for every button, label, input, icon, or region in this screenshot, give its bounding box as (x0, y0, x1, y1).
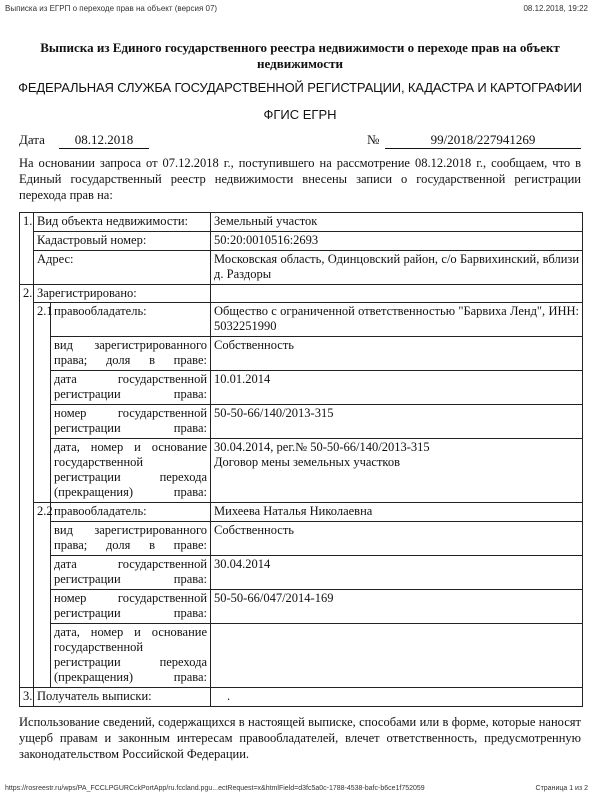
table-row (20, 624, 583, 688)
object-type-value: Земельный участок (211, 213, 583, 232)
registry-table (19, 212, 583, 707)
agency-name: ФЕДЕРАЛЬНАЯ СЛУЖБА ГОСУДАРСТВЕННОЙ РЕГИСТРАЦИИ, КАДАСТРА И КАРТОГРАФИИ (18, 80, 582, 95)
table-row (20, 556, 583, 590)
recipient-value: . (211, 688, 583, 707)
table-row (20, 213, 583, 232)
address-value: Московская область, Одинцовский район, с/о Барвихинский, вблизи д. Раздоры (211, 251, 583, 285)
transfer-value (211, 439, 583, 503)
reg-number-label: номер государственной регистрации права: (51, 405, 211, 439)
print-page-title: Выписка из ЕГРП о переходе прав на объект (версия 07) (5, 4, 218, 13)
object-type-label: Вид объекта недвижимости: (34, 213, 211, 232)
print-datetime: 08.12.2018, 19:22 (523, 4, 588, 13)
transfer-value-line2: Договор мены земельных участков (214, 455, 401, 469)
date-number-line (19, 132, 581, 150)
cadastral-value: 50:20:0010516:2693 (211, 232, 583, 251)
holder-value: Общество с ограниченной ответственностью "Барвиха Ленд", ИНН: 5032251990 (211, 303, 583, 337)
table-row (20, 371, 583, 405)
reg-number-value: 50-50-66/140/2013-315 (211, 405, 583, 439)
table-row (20, 251, 583, 285)
table-row (20, 439, 583, 503)
system-name: ФГИС ЕГРН (263, 107, 337, 122)
footer-disclaimer: Использование сведений, содержащихся в настоящей выписке, способами или в форме, которые наносят ущерб правам и законным интересам правообладателей, влечет ответственность, предусмотренную законодательством Российской Федерации. (19, 715, 581, 761)
table-row (20, 303, 583, 337)
section-number: 2. (20, 285, 34, 688)
transfer-value (211, 624, 583, 688)
browser-print-header (0, 0, 600, 18)
reg-date-label: дата государственной регистрации права: (51, 371, 211, 405)
recipient-label: Получатель выписки: (34, 688, 211, 707)
transfer-label: дата, номер и основание государственной регистрации перехода (прекращения) права: (51, 439, 211, 503)
reg-number-label: номер государственной регистрации права: (51, 590, 211, 624)
reg-date-value: 10.01.2014 (211, 371, 583, 405)
transfer-value-line1: 30.04.2014, рег.№ 50-50-66/140/2013-315 (214, 440, 430, 454)
table-row (20, 337, 583, 371)
right-type-label: вид зарегистрированного права; доля в праве: (51, 522, 211, 556)
date-label: Дата (19, 132, 45, 147)
reg-number-value: 50-50-66/047/2014-169 (211, 590, 583, 624)
number-label: № (367, 132, 380, 147)
date-value: 08.12.2018 (59, 132, 149, 149)
number-value: 99/2018/227941269 (385, 132, 581, 149)
address-label: Адрес: (34, 251, 211, 285)
table-row (20, 688, 583, 707)
intro-paragraph: На основании запроса от 07.12.2018 г., поступившего на рассмотрение 08.12.2018 г., сообщаем, что в Единый государственный реестр недвижимости внесены записи о государственной регистрации перехода прав на: (19, 156, 581, 202)
cadastral-label: Кадастровый номер: (34, 232, 211, 251)
transfer-label: дата, номер и основание государственной регистрации перехода (прекращения) права: (51, 624, 211, 688)
reg-date-value: 30.04.2014 (211, 556, 583, 590)
print-page-counter: Страница 1 из 2 (535, 785, 588, 792)
right-type-label: вид зарегистрированного права; доля в праве: (51, 337, 211, 371)
browser-print-footer (0, 782, 600, 796)
holder-value: Михеева Наталья Николаевна (211, 503, 583, 522)
table-row (20, 522, 583, 556)
reg-date-label: дата государственной регистрации права: (51, 556, 211, 590)
holder-number: 2.1 (34, 303, 51, 503)
print-url: https://rosreestr.ru/wps/PA_FCCLPGURCckPortApp/ru.fccland.pgu...ectRequest=x&htmlField=d3fc5a0c-1788-4538-bafc-b6ce1f752059 (5, 785, 425, 792)
table-row (20, 590, 583, 624)
document-title: Выписка из Единого государственного реестра недвижимости о переходе прав на объект недвижимости (40, 40, 560, 71)
right-type-value: Собственность (211, 337, 583, 371)
holder-label: правообладатель: (51, 503, 211, 522)
table-row (20, 285, 583, 303)
right-type-value: Собственность (211, 522, 583, 556)
holder-label: правообладатель: (51, 303, 211, 337)
table-row (20, 405, 583, 439)
section-number: 1. (20, 213, 34, 285)
table-row (20, 503, 583, 522)
section-number: 3. (20, 688, 34, 707)
table-row (20, 232, 583, 251)
holder-number: 2.2 (34, 503, 51, 688)
registered-label: Зарегистрировано: (34, 285, 211, 303)
